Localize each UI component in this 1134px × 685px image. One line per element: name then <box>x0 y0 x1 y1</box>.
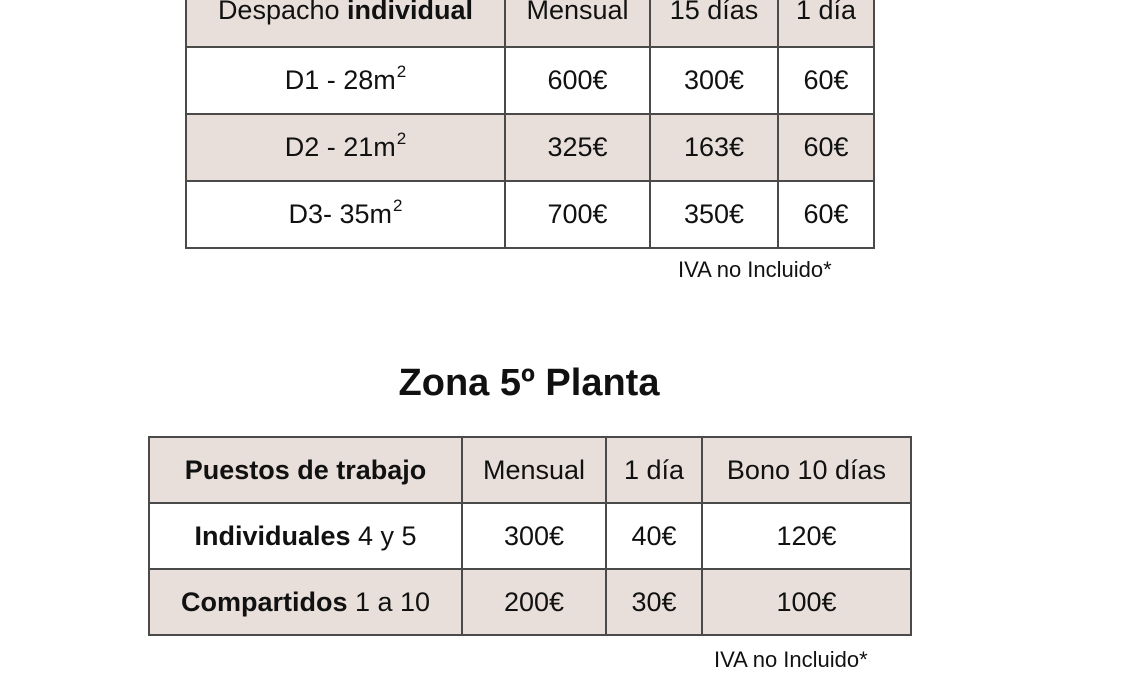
fortnight-price-cell: 163€ <box>650 114 778 181</box>
area-exponent: 2 <box>396 129 407 148</box>
header-cell-15-dias: 15 días <box>650 0 778 47</box>
header-prefix: Despacho <box>217 0 348 25</box>
monthly-price-cell: 325€ <box>505 114 650 181</box>
table-row <box>149 503 911 569</box>
workstation-range: 1 a 10 <box>347 586 431 617</box>
fortnight-price-cell: 350€ <box>650 181 778 248</box>
table-row <box>186 181 874 248</box>
table-row <box>149 569 911 635</box>
daily-price-cell: 30€ <box>606 569 702 635</box>
bono-price-cell: 120€ <box>702 503 911 569</box>
header-cell-1-dia: 1 día <box>606 437 702 503</box>
header-cell-bono: Bono 10 días <box>702 437 911 503</box>
table-header-row <box>186 0 874 47</box>
monthly-price-cell: 700€ <box>505 181 650 248</box>
header-bold: individual <box>347 0 474 25</box>
area-exponent: 2 <box>396 62 407 81</box>
header-cell-1-dia: 1 día <box>778 0 874 47</box>
table-row <box>186 47 874 114</box>
vat-note: IVA no Incluido* <box>678 257 832 282</box>
table-header-row <box>149 437 911 503</box>
monthly-price-cell: 200€ <box>462 569 606 635</box>
despachos-price-table <box>185 0 875 249</box>
office-name-cell <box>186 114 505 181</box>
office-name: D1 - 28m <box>284 65 396 95</box>
fortnight-price-cell: 300€ <box>650 47 778 114</box>
vat-note: IVA no Incluido* <box>714 647 868 672</box>
workstations-price-table <box>148 436 912 636</box>
workstation-type: Individuales <box>194 520 351 551</box>
office-name-cell <box>186 47 505 114</box>
daily-price-cell: 60€ <box>778 47 874 114</box>
workstation-range: 4 y 5 <box>350 520 417 551</box>
header-cell-puestos: Puestos de trabajo <box>149 437 462 503</box>
office-name-cell <box>186 181 505 248</box>
area-exponent: 2 <box>393 196 403 215</box>
workstation-type-cell <box>149 503 462 569</box>
workstation-type: Compartidos <box>180 586 348 617</box>
table-row <box>186 114 874 181</box>
monthly-price-cell: 600€ <box>505 47 650 114</box>
bono-price-cell: 100€ <box>702 569 911 635</box>
section-title: Zona 5º Planta <box>398 362 660 404</box>
daily-price-cell: 40€ <box>606 503 702 569</box>
daily-price-cell: 60€ <box>778 181 874 248</box>
office-name: D2 - 21m <box>284 132 396 162</box>
office-name: D3- 35m <box>288 199 393 229</box>
header-cell-despacho <box>186 0 505 47</box>
daily-price-cell: 60€ <box>778 114 874 181</box>
monthly-price-cell: 300€ <box>462 503 606 569</box>
workstation-type-cell <box>149 569 462 635</box>
header-cell-mensual: Mensual <box>462 437 606 503</box>
header-cell-mensual: Mensual <box>505 0 650 47</box>
